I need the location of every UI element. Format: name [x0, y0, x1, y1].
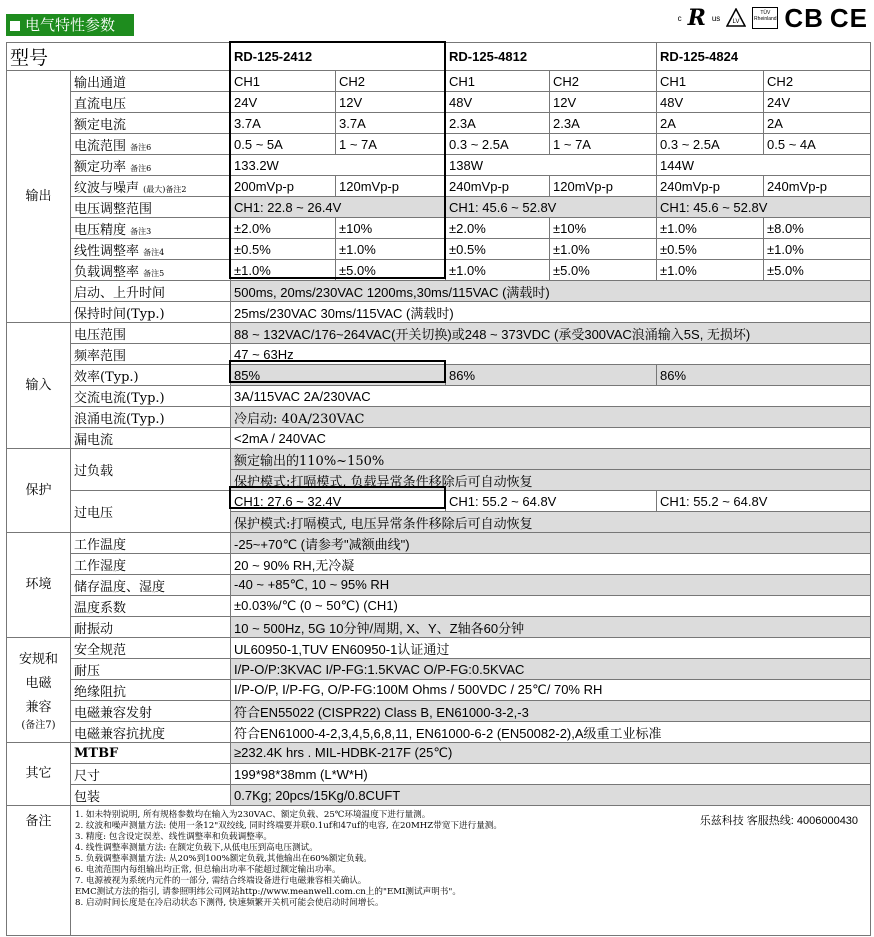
note-ref: 备注6 — [130, 163, 152, 173]
label-hum: 工作湿度 — [71, 554, 231, 575]
cell: 0.3 ~ 2.5A — [657, 134, 764, 155]
cell: ±1.0% — [550, 239, 657, 260]
group-env: 环境 — [7, 533, 71, 638]
note-line: EMC测试方法的指引, 请参照明纬公司网站http://www.meanwell.com.cn上的"EMI测试声明书"。 — [75, 887, 461, 897]
cell: 86% — [657, 365, 871, 386]
row-iso — [7, 680, 871, 701]
row-current — [7, 113, 871, 134]
tuv-box-logo: TÜV Rheinland — [752, 7, 778, 29]
cell: I/P-O/P, I/P-FG, O/P-FG:100M Ohms / 500VDC / 25℃/ 70% RH — [231, 680, 871, 701]
group-protect: 保护 — [7, 449, 71, 533]
cell: 240mVp-p — [446, 176, 550, 197]
cell: 1 ~ 7A — [336, 134, 446, 155]
cell: CH1 — [446, 71, 550, 92]
cell: CH1: 45.6 ~ 52.8V — [657, 197, 871, 218]
label-line — [71, 239, 231, 260]
label-text: 额定功率 — [74, 159, 127, 175]
label-hold: 保持时间(Typ.) — [71, 302, 231, 323]
cell: 88 ~ 132VAC/176~264VAC(开关切换)或248 ~ 373VDC (承受300VAC浪涌输入5S, 无损坏) — [231, 323, 871, 344]
cell: 24V — [231, 92, 336, 113]
cell: 25ms/230VAC 30ms/115VAC (满载时) — [231, 302, 871, 323]
label-setup: 启动、上升时间 — [71, 281, 231, 302]
square-icon — [10, 21, 20, 31]
label-channel: 输出通道 — [71, 71, 231, 92]
hotline: 乐兹科技 客服热线: 4006000430 — [699, 815, 859, 827]
label-load — [71, 260, 231, 281]
label-text: 负载调整率 — [74, 264, 140, 280]
certification-logos — [678, 2, 868, 34]
note-ref: 备注5 — [143, 268, 165, 278]
group-input: 输入 — [7, 323, 71, 449]
cell: CH1: 55.2 ~ 64.8V — [446, 491, 657, 512]
cell: -40 ~ +85℃, 10 ~ 95% RH — [231, 575, 871, 596]
label-emi: 电磁兼容发射 — [71, 701, 231, 722]
row-adj — [7, 197, 871, 218]
cell: ±8.0% — [764, 218, 871, 239]
label-voltage: 直流电压 — [71, 92, 231, 113]
cell: -25~+70℃ (请参考"减额曲线") — [231, 533, 871, 554]
cell: CH1 — [231, 71, 336, 92]
cell: 20 ~ 90% RH,无冷凝 — [231, 554, 871, 575]
cell: 240mVp-p — [764, 176, 871, 197]
cell: ±2.0% — [231, 218, 336, 239]
model-label: 型号 — [7, 43, 231, 71]
spec-table — [6, 42, 871, 936]
cell: ±10% — [550, 218, 657, 239]
cell: ≥232.4K hrs . MIL-HDBK-217F (25℃) — [231, 743, 871, 764]
row-ems — [7, 722, 871, 743]
note-line: 8. 启动时间长度是在冷启动状态下测得, 快速频繁开关机可能会使启动时间增长。 — [75, 898, 384, 908]
row-setup — [7, 281, 871, 302]
note-line: 6. 电流范围内每组输出均正常, 但总输出功率不能超过额定输出功率。 — [75, 865, 341, 875]
note-line: 1. 如未特别说明, 所有规格参数均在输入为230VAC、额定负载、25℃环境温度下进行量测。 — [75, 810, 431, 820]
label-vrange: 电压范围 — [71, 323, 231, 344]
note-ref: 备注4 — [143, 247, 165, 257]
label-text: 电压精度 — [74, 222, 127, 238]
cell: 85% — [231, 365, 446, 386]
model-1: RD-125-2412 — [231, 43, 446, 71]
cell: 2A — [657, 113, 764, 134]
cell: 3A/115VAC 2A/230VAC — [231, 386, 871, 407]
ul-c-mark: c — [677, 13, 682, 23]
cell: CH2 — [336, 71, 446, 92]
note-line: 4. 线性调整率测量方法: 在额定负载下,从低电压到高电压测试。 — [75, 843, 318, 853]
label-temp: 工作温度 — [71, 533, 231, 554]
cell: 199*98*38mm (L*W*H) — [231, 764, 871, 785]
label-adj: 电压调整范围 — [71, 197, 231, 218]
row-vrange — [7, 323, 871, 344]
row-ac — [7, 386, 871, 407]
row-emi — [7, 701, 871, 722]
cell: ±1.0% — [764, 239, 871, 260]
group-other: 其它 — [7, 743, 71, 806]
label-range — [71, 134, 231, 155]
row-hold — [7, 302, 871, 323]
row-leak — [7, 428, 871, 449]
cell: ±0.5% — [446, 239, 550, 260]
row-std — [7, 638, 871, 659]
row-eff — [7, 365, 871, 386]
cell: ±10% — [336, 218, 446, 239]
cell: 12V — [336, 92, 446, 113]
cell: 保护模式:打嗝模式, 负载异常条件移除后可自动恢复 — [231, 470, 871, 491]
label-dim: 尺寸 — [71, 764, 231, 785]
cell: 133.2W — [231, 155, 446, 176]
group-safety-note: (备注7) — [21, 720, 56, 731]
cb-logo: CB — [784, 2, 824, 33]
label-coef: 温度系数 — [71, 596, 231, 617]
cell: 10 ~ 500Hz, 5G 10分钟/周期, X、Y、Z轴各60分钟 — [231, 617, 871, 638]
cell: CH2 — [550, 71, 657, 92]
note-line: 5. 负载调整率测量方法: 从20%到100%额定负载,其他输出在60%额定负载。 — [75, 854, 372, 864]
note-line: 2. 纹波和噪声测量方法: 使用一条12"双绞线, 同时终端要并联0.1uf和47uf的电容, 在20MHZ带宽下进行量测。 — [75, 821, 502, 831]
group-safety-line3: 兼容 — [25, 700, 52, 715]
cell: 144W — [657, 155, 871, 176]
cell: 47 ~ 63Hz — [231, 344, 871, 365]
group-output: 输出 — [7, 71, 71, 323]
group-notes: 备注 — [7, 806, 71, 936]
row-withstand — [7, 659, 871, 680]
label-withstand: 耐压 — [71, 659, 231, 680]
row-channel — [7, 71, 871, 92]
row-tol — [7, 218, 871, 239]
note-line: 7. 电源被视为系统内元件的一部分, 需结合终端设备进行电磁兼容相关确认。 — [75, 876, 367, 886]
cell: 500ms, 20ms/230VAC 1200ms,30ms/115VAC (满载时) — [231, 281, 871, 302]
label-tol — [71, 218, 231, 239]
row-notes — [7, 806, 871, 936]
label-vib: 耐振动 — [71, 617, 231, 638]
cell: 2.3A — [550, 113, 657, 134]
cell: ±1.0% — [446, 260, 550, 281]
label-store: 储存温度、湿度 — [71, 575, 231, 596]
cell: 2.3A — [446, 113, 550, 134]
cell: CH2 — [764, 71, 871, 92]
cell: 120mVp-p — [336, 176, 446, 197]
cell: CH1 — [657, 71, 764, 92]
cell: ±1.0% — [336, 239, 446, 260]
label-ol: 过负载 — [71, 449, 231, 491]
row-ripple — [7, 176, 871, 197]
cell: 额定输出的110%~150% — [231, 449, 871, 470]
cell: 1 ~ 7A — [550, 134, 657, 155]
cell: 86% — [446, 365, 657, 386]
cell: ±1.0% — [657, 218, 764, 239]
section-header: 电气特性参数 — [6, 14, 134, 36]
label-ems: 电磁兼容抗扰度 — [71, 722, 231, 743]
cell: 3.7A — [231, 113, 336, 134]
ul-us-mark: us — [711, 13, 721, 23]
row-hum — [7, 554, 871, 575]
cell: CH1: 27.6 ~ 32.4V — [231, 491, 446, 512]
cell: CH1: 22.8 ~ 26.4V — [231, 197, 446, 218]
cell: ±1.0% — [231, 260, 336, 281]
label-leak: 漏电流 — [71, 428, 231, 449]
label-mtbf: MTBF — [71, 743, 231, 764]
notes-cell — [71, 806, 871, 936]
cell: UL60950-1,TUV EN60950-1认证通过 — [231, 638, 871, 659]
row-dim — [7, 764, 871, 785]
row-freq — [7, 344, 871, 365]
note-ref: (最大)备注2 — [143, 184, 187, 194]
ul-logo: R — [687, 5, 706, 31]
cell: 48V — [446, 92, 550, 113]
cell: ±5.0% — [336, 260, 446, 281]
cell: ±2.0% — [446, 218, 550, 239]
label-iso: 绝缘阻抗 — [71, 680, 231, 701]
row-store — [7, 575, 871, 596]
label-freq: 频率范围 — [71, 344, 231, 365]
label-std: 安全规范 — [71, 638, 231, 659]
row-coef — [7, 596, 871, 617]
row-ov-1 — [7, 491, 871, 512]
cell: ±0.5% — [657, 239, 764, 260]
cell: 12V — [550, 92, 657, 113]
svg-text:LV: LV — [732, 19, 740, 25]
row-ol-1 — [7, 449, 871, 470]
cell: 2A — [764, 113, 871, 134]
cell: ±0.5% — [231, 239, 336, 260]
group-safety-line2: 电磁 — [25, 676, 52, 691]
label-inrush: 浪涌电流(Typ.) — [71, 407, 231, 428]
label-power — [71, 155, 231, 176]
cell: 200mVp-p — [231, 176, 336, 197]
cell: 0.3 ~ 2.5A — [446, 134, 550, 155]
cell: 240mVp-p — [657, 176, 764, 197]
row-line — [7, 239, 871, 260]
cell: 0.7Kg; 20pcs/15Kg/0.8CUFT — [231, 785, 871, 806]
cell: ±1.0% — [657, 260, 764, 281]
cell: 符合EN61000-4-2,3,4,5,6,8,11, EN61000-6-2 (EN50082-2),A级重工业标准 — [231, 722, 871, 743]
cell: 0.5 ~ 4A — [764, 134, 871, 155]
cell: CH1: 55.2 ~ 64.8V — [657, 491, 871, 512]
label-text: 电流范围 — [74, 138, 127, 154]
row-voltage — [7, 92, 871, 113]
row-mtbf — [7, 743, 871, 764]
note-line: 3. 精度: 包含设定误差、线性调整率和负载调整率。 — [75, 832, 273, 842]
cell: 符合EN55022 (CISPR22) Class B, EN61000-3-2,-3 — [231, 701, 871, 722]
row-range — [7, 134, 871, 155]
cell: 48V — [657, 92, 764, 113]
label-eff: 效率(Typ.) — [71, 365, 231, 386]
cell: 3.7A — [336, 113, 446, 134]
row-power — [7, 155, 871, 176]
cell: CH1: 45.6 ~ 52.8V — [446, 197, 657, 218]
row-pack — [7, 785, 871, 806]
cell: <2mA / 240VAC — [231, 428, 871, 449]
label-ac: 交流电流(Typ.) — [71, 386, 231, 407]
cell: 24V — [764, 92, 871, 113]
model-row — [7, 43, 871, 71]
cell: 保护模式:打嗝模式, 电压异常条件移除后可自动恢复 — [231, 512, 871, 533]
cell: 138W — [446, 155, 657, 176]
group-safety-line1: 安规和 — [18, 652, 58, 667]
cell: 120mVp-p — [550, 176, 657, 197]
cell: I/P-O/P:3KVAC I/P-FG:1.5KVAC O/P-FG:0.5KVAC — [231, 659, 871, 680]
cell: ±5.0% — [764, 260, 871, 281]
note-ref: 备注6 — [130, 142, 152, 152]
row-inrush — [7, 407, 871, 428]
cell: 冷启动: 40A/230VAC — [231, 407, 871, 428]
cell: ±0.03%/℃ (0 ~ 50℃) (CH1) — [231, 596, 871, 617]
label-text: 纹波与噪声 — [74, 180, 140, 196]
lv-triangle-icon — [726, 8, 746, 28]
label-pack: 包装 — [71, 785, 231, 806]
ce-logo: CE — [829, 2, 868, 33]
cell: ±5.0% — [550, 260, 657, 281]
label-ov: 过电压 — [71, 491, 231, 533]
note-ref: 备注3 — [130, 226, 152, 236]
model-3: RD-125-4824 — [657, 43, 871, 71]
group-safety — [7, 638, 71, 743]
model-2: RD-125-4812 — [446, 43, 657, 71]
row-temp — [7, 533, 871, 554]
row-load — [7, 260, 871, 281]
label-ripple — [71, 176, 231, 197]
label-current: 额定电流 — [71, 113, 231, 134]
label-text: 线性调整率 — [74, 243, 140, 259]
cell: 0.5 ~ 5A — [231, 134, 336, 155]
row-vib — [7, 617, 871, 638]
